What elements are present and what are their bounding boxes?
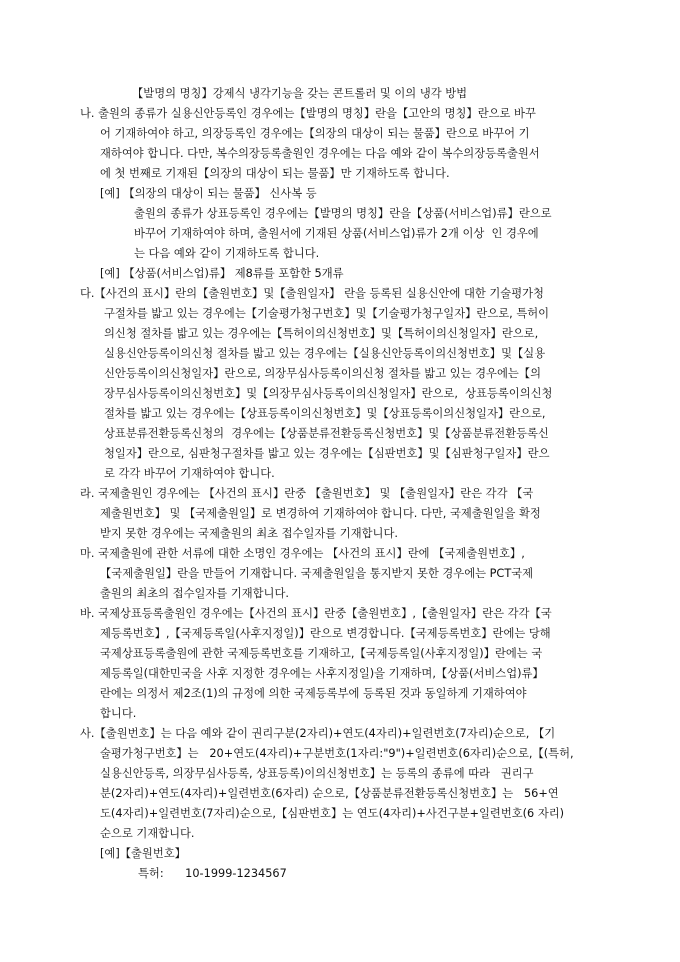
item-ba-line: 제등록일(대한민국을 사후 지정한 경우에는 사후지정일)을 기재하며,【상품(서비스업)류】	[100, 667, 544, 680]
item-da-line: 절차를 밟고 있는 경우에는【상표등록이의신청번호】및【상표등록이의신청일자】란으로,	[104, 407, 546, 420]
invention-title-line: 【발명의 명칭】강제식 냉각기능을 갖는 콘트롤러 및 이의 냉각 방법	[132, 87, 468, 100]
item-na-line: 에 첫 번째로 기재된【의장의 대상이 되는 물품】만 기재하도록 합니다.	[100, 167, 450, 180]
item-sa-line: 사.【출원번호】는 다음 예와 같이 권리구분(2자리)+연도(4자리)+일련번호(7자리)순으로, 【기	[80, 727, 556, 740]
item-ma-line: 마. 국제출원에 관한 서류에 대한 소명인 경우에는 【사건의 표시】란에 【국제출원번호】,	[80, 547, 525, 560]
item-da-line: 장무심사등록이의신청번호】및【의장무심사등록이의신청일자】란으로, 상표등록이의신청	[104, 387, 553, 400]
item-da-line: 구절차를 밟고 있는 경우에는【기술평가청구번호】및【기술평가청구일자】란으로, 특허이	[104, 307, 550, 320]
item-ma-line: 【국제출원일】란을 만들어 기재합니다. 국제출원일을 통지받지 못한 경우에는 PCT국제	[100, 567, 534, 580]
item-sa-line: 분(2자리)+연도(4자리)+일련번호(6자리) 순으로,【상품분류전환등록신청번호】는 56+연	[100, 787, 559, 800]
item-da-line: 다.【사건의 표시】란의【출원번호】및【출원일자】 란을 등록된 실용신안에 대한 기술평가청	[80, 287, 544, 300]
item-da-line: 신안등록이의신청일자】란으로, 의장무심사등록이의신청 절차를 밟고 있는 경우에는【의	[104, 367, 542, 380]
item-ba-line: 제등록번호】,【국제등록일(사후지정일)】란으로 변경합니다.【국제등록번호】란에는 당해	[100, 627, 551, 640]
item-sa-line: 도(4자리)+일련번호(7자리)순으로,【심판번호】는 연도(4자리)+사건구분+일련번호(6 자리)	[100, 807, 565, 820]
item-ba-line: 합니다.	[100, 707, 137, 720]
item-na-line: 바꾸어 기재하여야 하며, 출원서에 기재된 상품(서비스업)류가 2개 이상 인 경우에	[134, 227, 539, 240]
item-da-line: 로 각각 바꾸어 기재하여야 합니다.	[104, 467, 275, 480]
item-da-line: 의신청 절차를 밟고 있는 경우에는【특허이의신청번호】및【특허이의신청일자】란으로,	[104, 327, 539, 340]
item-na-line: 재하여야 합니다. 다만, 복수의장등록출원인 경우에는 다음 예와 같이 복수의장등록출원서	[100, 147, 540, 160]
item-ba-line: 란에는 의정서 제2조(1)의 규정에 의한 국제등록부에 등록된 것과 동일하게 기재하여야	[100, 687, 527, 700]
example-patent-number: 특허: 10-1999-1234567	[138, 867, 287, 880]
item-ba-line: 바. 국제상표등록출원인 경우에는【사건의 표시】란중【출원번호】,【출원일자】란은 각각【국	[80, 607, 552, 620]
item-ra-line: 제출원번호】 및 【국제출원일】로 변경하여 기재하여야 합니다. 다만, 국제출원일을 확정	[100, 507, 541, 520]
item-sa-line: 실용신안등록, 의장무심사등록, 상표등록)이의신청번호】는 등록의 종류에 따라 권리구	[100, 767, 534, 780]
item-ba-line: 국제상표등록출원에 관한 국제등록번호를 기재하고,【국제등록일(사후지정일)】란에는 국	[100, 647, 543, 660]
item-na-line: 나. 출원의 종류가 실용신안등록인 경우에는【발명의 명칭】란을【고안의 명칭】란으로 바꾸	[80, 107, 536, 120]
example-line: [예] 【상품(서비스업)류】 제8류를 포함한 5개류	[100, 267, 344, 280]
item-na-line: 어 기재하여야 하고, 의장등록인 경우에는【의장의 대상이 되는 물품】란으로 바꾸어 기	[100, 127, 530, 140]
item-na-line: 출원의 종류가 상표등록인 경우에는【발명의 명칭】란을【상품(서비스업)류】란으로	[134, 207, 552, 220]
item-ra-line: 받지 못한 경우에는 국제출원의 최초 접수일자를 기재합니다.	[100, 527, 398, 540]
item-sa-line: 술평가청구번호】는 20+연도(4자리)+구분번호(1자리:"9")+일련번호(6자리)순으로,【(특허,	[100, 747, 574, 760]
example-line: [예]【출원번호】	[100, 847, 186, 860]
item-ra-line: 라. 국제출원인 경우에는 【사건의 표시】란중 【출원번호】 및 【출원일자】란은 각각 【국	[80, 487, 534, 500]
item-da-line: 상표분류전환등록신청의 경우에는【상품분류전환등록신청번호】및【상품분류전환등록신	[104, 427, 549, 440]
item-ma-line: 출원의 최초의 접수일자를 기재합니다.	[100, 587, 289, 600]
item-na-line: 는 다음 예와 같이 기재하도록 합니다.	[134, 247, 320, 260]
item-da-line: 실용신안등록이의신청 절차를 밟고 있는 경우에는【실용신안등록이의신청번호】및【실용	[104, 347, 546, 360]
example-line: [예] 【의장의 대상이 되는 물품】 신사복 등	[100, 187, 317, 200]
item-da-line: 청일자】란으로, 심판청구절차를 밟고 있는 경우에는【심판번호】및【심판청구일자】란으	[104, 447, 550, 460]
item-sa-line: 순으로 기재합니다.	[100, 827, 195, 840]
